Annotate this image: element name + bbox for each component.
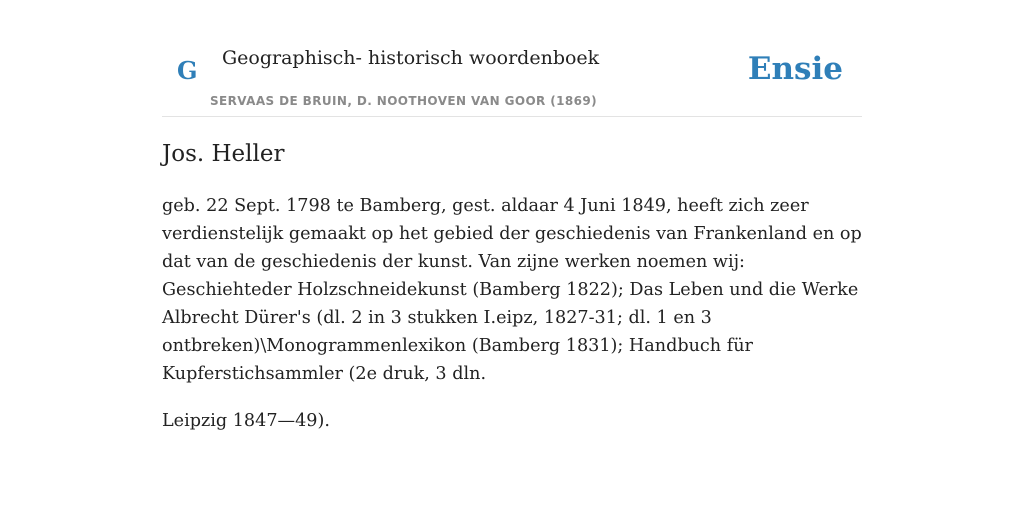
entry-title: Jos. Heller: [162, 141, 285, 167]
entry-paragraph: Leipzig 1847—49).: [162, 411, 330, 431]
entry: [162, 136, 862, 454]
book-author: SERVAAS DE BRUIN, D. NOOTHOVEN VAN GOOR (1869): [210, 94, 598, 108]
book-letter-link[interactable]: G: [177, 56, 198, 85]
entry-body: [162, 192, 862, 435]
book-header: [162, 0, 862, 117]
entry-paragraph: geb. 22 Sept. 1798 te Bamberg, gest. aldaar 4 Juni 1849, heeft zich zeer verdienstelijk gemaakt op het gebied der geschiedenis van Frankenland en op dat van de geschiedenis der kunst. Van zijne werken noemen wij: Geschiehteder Holzschneidekunst (Bamberg 1822); Das Leben und die Werke Albrecht Dürer's (dl. 2 in 3 stukken I.eipz, 1827-31; dl. 1 en 3 ontbreken)\Monogrammenlexikon (Bamberg 1831); Handbuch für Kupferstichsammler (2e druk, 3 dln.: [162, 196, 862, 384]
brand-logo[interactable]: Ensie: [747, 51, 843, 87]
book-title[interactable]: Geographisch- historisch woordenboek: [222, 47, 600, 69]
